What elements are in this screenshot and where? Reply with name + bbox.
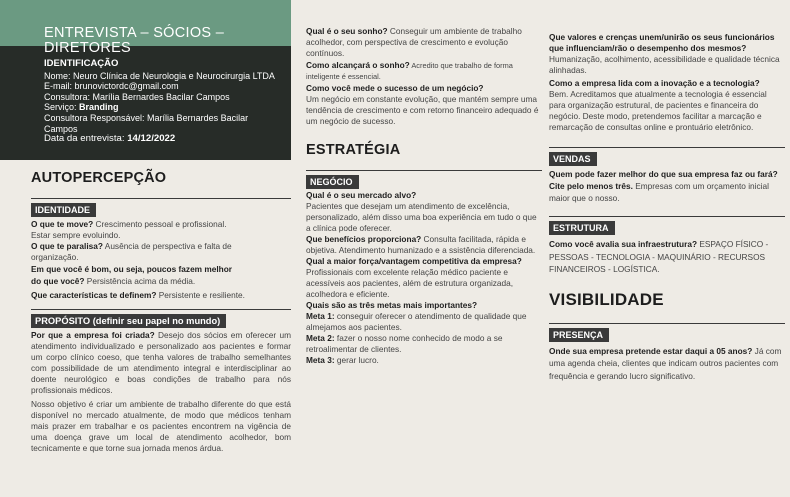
question: Por que a empresa foi criada?: [31, 329, 155, 340]
page-title: ENTREVISTA – SÓCIOS – DIRETORES: [44, 25, 225, 56]
answer: Estar sempre evoluindo.: [31, 230, 121, 240]
title-banner: [0, 0, 291, 56]
answer: Bem. Acreditamos que atualmente a tecnologia é essencial para organização estrutural, de pacientes e financeira do negócio. Deste modo, pretendemos facilitar a marcação e remarcação de consultas online e prontuário eletrônico.: [549, 89, 767, 132]
question: Qual é o seu mercado alvo?: [306, 190, 417, 200]
answer: Ausência de perspectiva e falta de: [102, 241, 232, 251]
tag-negocio: NEGÓCIO: [306, 175, 359, 189]
column-right: [549, 0, 785, 382]
question: Como você mede o sucesso de um negócio?: [306, 83, 484, 93]
answer: Consulta facilitada, rápida e objetiva. Atendimento humanizado e a ssistência diferenciada.: [306, 234, 536, 255]
answer: ESPAÇO FÍSICO - PESSOAS - TECNOLOGIA - MAQUINÁRIO - RECURSOS FINANCEIROS - LOGÍSTICA.: [549, 239, 769, 274]
question: Como a empresa lida com a inovação e a tecnologia?: [549, 78, 760, 88]
question: Quem pode fazer melhor do que sua empresa faz ou fará? Cite pelo menos três.: [549, 169, 778, 191]
tag-presenca: PRESENÇA: [549, 328, 609, 342]
question: O que te move?: [31, 219, 94, 229]
question: Onde sua empresa pretende estar daqui a 05 anos?: [549, 345, 753, 356]
proposito-section: [31, 330, 291, 454]
answer: Desejo dos sócios em oferecer um atendimento individualizado e personalizado aos pacientes e formar um corpo clínico coeso, que tenha valores de trabalho semelhantes com possibilidade de um atendimento integral e interdisciplinar ao doente neurológico e boas condições de trabalho para nós profissionais médicos.: [31, 329, 291, 395]
meta-label: Meta 1:: [306, 311, 335, 321]
question: Como você avalia sua infraestrutura?: [549, 239, 698, 249]
tag-proposito: PROPÓSITO (definir seu papel no mundo): [31, 314, 226, 328]
divider: [306, 170, 542, 171]
interview-date: [44, 134, 281, 145]
tag-estrutura: ESTRUTURA: [549, 221, 615, 235]
divider: [549, 323, 785, 324]
answer: Persistente e resiliente.: [156, 289, 245, 300]
identification-label: IDENTIFICAÇÃO: [44, 58, 119, 69]
answer: Profissionais com excelente relação médico paciente e acessíveis aos pacientes, além de estrutura organizada, acolhedora e eficiente.: [306, 267, 514, 299]
divider: [549, 147, 785, 148]
email: E-mail: brunovictordc@gmail.com: [44, 81, 179, 92]
section-title-autopercepcao: AUTOPERCEPÇÃO: [31, 170, 167, 186]
negocio-section: [306, 190, 542, 366]
identification-box: [0, 46, 291, 160]
answer: fazer o nosso nome conhecido de modo a se retroalimentar de clientes.: [306, 333, 503, 354]
question: do que você?: [31, 275, 85, 286]
question: Quais são as três metas mais importantes?: [306, 300, 478, 310]
answer: Pacientes que desejam um atendimento de excelência, personalizado, além disso uma boa experiência em tudo o que a clínica pode oferecer.: [306, 201, 537, 233]
service-label: Serviço:: [44, 102, 80, 113]
tag-vendas: VENDAS: [549, 152, 597, 166]
column-left: [0, 0, 291, 454]
answer: Crescimento pessoal e profissional.: [93, 219, 227, 229]
question: Que características te definem?: [31, 289, 157, 300]
date-value: 14/12/2022: [127, 133, 176, 145]
answer: Empresas com um orçamento inicial maior que o nosso.: [549, 181, 769, 203]
column-middle: [306, 0, 542, 366]
question: O que te paralisa?: [31, 241, 103, 251]
paragraph: Nosso objetivo é criar um ambiente de trabalho diferente do que está disponível no mercado atualmente, de modo que médicos tenham mais prazer em trabalhar e os pacientes encontrem na vigência de uma doença grave um local de atendimento acolhedor, bom tecnicamente e que torne sua jornada menos árdua.: [31, 398, 291, 453]
consultant: Consultora: Marília Bernardes Bacilar Campos: [44, 91, 230, 102]
meta-label: Meta 3:: [306, 355, 335, 365]
answer: Conseguir um ambiente de trabalho acolhedor, com perspectiva de crescimento e evolução contínuos.: [306, 26, 522, 58]
tag-identidade: IDENTIDADE: [31, 203, 96, 217]
answer: Já com uma agenda cheia, clientes que indicam outros pacientes com frequência e gerando lucro significativo.: [549, 345, 782, 381]
service: [44, 102, 281, 113]
section-title-visibilidade: VISIBILIDADE: [549, 289, 664, 309]
question: Em que você é bom, ou seja, poucos fazem melhor: [31, 264, 233, 274]
answer: gerar lucro.: [334, 355, 379, 365]
divider: [549, 216, 785, 217]
responsible-consultant: Consultora Responsável: Marília Bernardes Bacilar Campos: [44, 112, 249, 134]
date-label: Data da entrevista:: [44, 133, 128, 145]
answer: conseguir oferecer o atendimento de qualidade que almejamos aos pacientes.: [306, 311, 527, 332]
question: Qual é o seu sonho?: [306, 26, 388, 36]
question: Que valores e crenças unem/unirão os seus funcionários que influenciam/rão o desempenho dos mesmos?: [549, 32, 775, 53]
answer: Acredito que trabalho de forma inteligente é essencial.: [306, 61, 513, 81]
question: Qual a maior força/vantagem competitiva da empresa?: [306, 256, 522, 266]
company-name: Nome: Neuro Clínica de Neurologia e Neurocirurgia LTDA: [44, 70, 275, 81]
answer: organização.: [31, 252, 79, 262]
answer: Persistência acima da média.: [84, 275, 196, 286]
section-title-estrategia: ESTRATÉGIA: [306, 142, 401, 158]
identidade-section: [31, 219, 291, 301]
answer: Humanização, acolhimento, acessibilidade e qualidade técnica alinhadas.: [549, 54, 780, 75]
divider: [31, 309, 291, 310]
service-value: Branding: [79, 102, 119, 113]
question: Que benefícios proporciona?: [306, 234, 422, 244]
meta-label: Meta 2:: [306, 333, 335, 343]
question: Como alcançará o sonho?: [306, 60, 410, 70]
answer: Um negócio em constante evolução, que mantém sempre uma tendência de crescimento e com retorno financeiro adequado é um negócio de sucesso.: [306, 94, 539, 126]
divider: [31, 198, 291, 199]
